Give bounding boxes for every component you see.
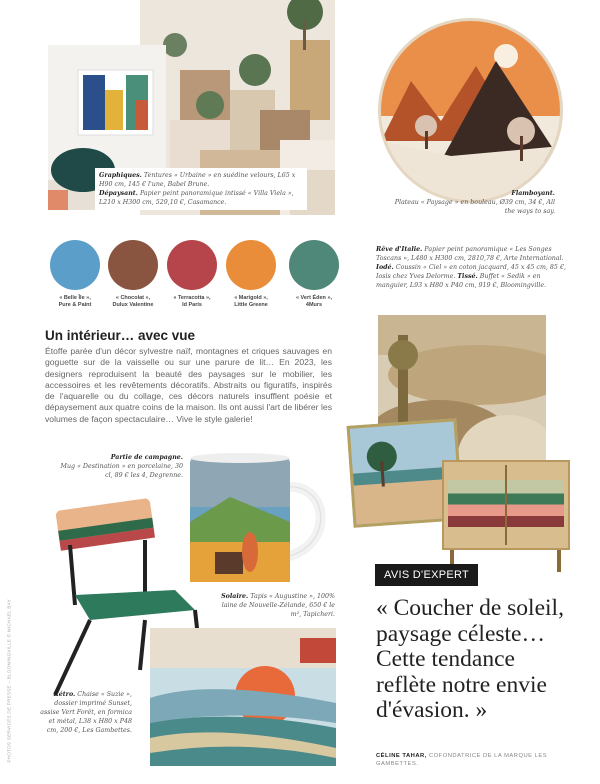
caption-title: Rêve d'Italie. bbox=[376, 246, 423, 253]
swatch-label bbox=[162, 295, 222, 309]
swatch-name: « Belle Île », bbox=[59, 295, 91, 301]
buffet-photo bbox=[442, 460, 570, 572]
caption-text: Tentures « Urbaine » en suédine velours, L65 x H90 cm, 145 € l'une, Babel Brune. bbox=[99, 172, 296, 188]
swatch-brand: Pure & Paint bbox=[58, 302, 92, 308]
caption-retro bbox=[40, 690, 132, 735]
caption-text: Chaise « Suzie », dossier imprimé Sunset, assise Vert Forêt, en formica et métal, L38 x H80 x P48 cm, 200 €, Les Gambettes. bbox=[40, 691, 132, 734]
paint-swatch bbox=[226, 240, 276, 290]
caption-title: Graphiques. bbox=[99, 172, 142, 179]
landscape-tray-photo bbox=[378, 18, 563, 203]
swatch-name: « Chocolat », bbox=[115, 295, 151, 301]
mug-photo bbox=[190, 452, 335, 587]
swatch-brand: Id Paris bbox=[182, 302, 202, 308]
swatch-brand: Dulux Valentine bbox=[112, 302, 154, 308]
rug-photo bbox=[150, 628, 336, 766]
paint-swatch bbox=[167, 240, 217, 290]
caption-title: Solaire. bbox=[221, 593, 249, 600]
article-heading: Un intérieur… avec vue bbox=[45, 328, 196, 343]
article-body: Étoffe parée d'un décor sylvestre naïf, montagnes et criques sauvages en goguette sur de la vaisselle ou sur une parure de lit… En 2023, les designers reproduisent la beauté des paysages sur le mobilier, les accessoires et les revêtements décoratifs. Abstraits ou figuratifs, inspirés de l'aquarelle ou du collage, ces décors naturels insufflent poésie et dépaysement aux quatre coins de la maison. Ils ont aussi l'art de libérer les volumes de façon spectaculaire… Vive le style galerie! bbox=[45, 346, 332, 424]
caption-reve-italie bbox=[376, 245, 568, 290]
caption-text: Buffet « Sedik » en manguier, L93 x H80 x P40 cm, 919 €, Bloomingville. bbox=[376, 273, 547, 289]
caption-text: Plateau « Paysage » en bouleau, Ø39 cm, 34 €, All the ways to say. bbox=[394, 199, 555, 215]
caption-graphiques bbox=[95, 168, 307, 210]
caption-flamboyant bbox=[385, 189, 555, 216]
caption-text: Coussin « Ciel » en coton jacquard, 45 x 45 cm, 85 €, Iosis chez Yves Delorme. bbox=[376, 264, 566, 280]
caption-title: Partie de campagne. bbox=[110, 454, 183, 461]
caption-title: Tissé. bbox=[457, 273, 478, 280]
caption-title: Dépaysant. bbox=[99, 190, 138, 197]
expert-attribution bbox=[376, 752, 576, 768]
paint-swatch bbox=[50, 240, 100, 290]
paint-swatch bbox=[108, 240, 158, 290]
expert-name: CÉLINE TAHAR, bbox=[376, 753, 427, 759]
caption-partie-campagne bbox=[55, 453, 183, 480]
swatch-brand: Little Greene bbox=[234, 302, 268, 308]
swatch-label bbox=[103, 295, 163, 309]
swatch-brand: 4Murs bbox=[305, 302, 323, 308]
caption-title: Flamboyant. bbox=[511, 190, 555, 197]
paint-swatch bbox=[289, 240, 339, 290]
expert-quote: « Coucher de soleil, paysage céleste… Cette tendance reflète notre envie d'évasion. » bbox=[376, 595, 564, 723]
expert-role: COFONDATRICE DE LA MARQUE LES GAMBETTES. bbox=[376, 753, 548, 767]
caption-title: Iodé. bbox=[376, 264, 394, 271]
swatch-label bbox=[284, 295, 344, 309]
caption-text: Tapis « Augustine », 100% laine de Nouvelle-Zélande, 650 € le m², Tapicheri. bbox=[221, 593, 335, 618]
caption-title: Rétro. bbox=[53, 691, 76, 698]
photo-credit: PHOTOS SERVICES DE PRESSE – BLOOMINGVILLE © MICHAEL BAY bbox=[6, 599, 12, 763]
swatch-label bbox=[45, 295, 105, 309]
expert-badge: AVIS D'EXPERT bbox=[375, 564, 478, 586]
caption-text: Papier peint panoramique « Les Songes Toscans », L480 x H300 cm, 2810,78 €, Arte International. bbox=[376, 246, 564, 262]
caption-text: Mug « Destination » en porcelaine, 30 cl, 89 € les 4, Degrenne. bbox=[60, 463, 183, 479]
swatch-name: « Terracotta », bbox=[173, 295, 211, 301]
caption-solaire bbox=[215, 592, 335, 619]
swatch-name: « Marigold », bbox=[234, 295, 268, 301]
caption-text: Papier peint panoramique intissé « Villa Viela », L210 x H300 cm, 529,10 €, Casamance. bbox=[99, 190, 294, 206]
swatch-label bbox=[221, 295, 281, 309]
swatch-name: « Vert Éden », bbox=[295, 295, 333, 301]
